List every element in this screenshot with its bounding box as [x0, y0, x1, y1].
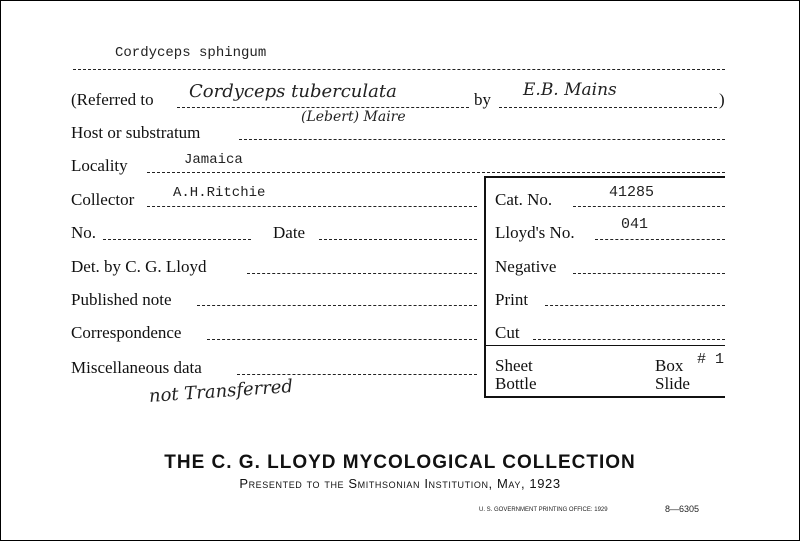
host-line: [239, 139, 725, 140]
cat-no-line: [573, 206, 725, 207]
misc-line: [237, 374, 477, 375]
catalog-box-divider: [485, 345, 725, 346]
cat-no-value: 41285: [609, 184, 655, 201]
misc-note: not Transferred: [148, 375, 294, 407]
presented-line: Presented to the Smithsonian Institution, May, 1923: [239, 476, 561, 491]
collector-value: A.H.Ritchie: [173, 185, 266, 201]
sheet-label: Sheet: [495, 356, 533, 375]
printing-office: U. S. GOVERNMENT PRINTING OFFICE: 1929: [479, 507, 608, 513]
collector-label: Collector: [71, 190, 135, 209]
by-line: [499, 107, 717, 108]
no-label: No.: [71, 223, 97, 242]
catalog-box-bottom: [484, 396, 725, 398]
referred-label: (Referred to: [71, 90, 154, 109]
by-label: by: [474, 90, 491, 109]
by-value: E.B. Mains: [523, 80, 617, 100]
print-line: [545, 305, 725, 306]
negative-line: [573, 273, 725, 274]
species-name: Cordyceps sphingum: [115, 45, 267, 61]
lloyd-no-value: 041: [621, 216, 649, 233]
lloyd-no-label: Lloyd's No.: [495, 223, 575, 242]
referred-value: Cordyceps tuberculata: [189, 81, 397, 102]
cut-line: [533, 339, 725, 340]
collector-line: [147, 206, 477, 207]
locality-value: Jamaica: [184, 152, 243, 168]
misc-label: Miscellaneous data: [71, 358, 202, 377]
locality-line: [147, 172, 725, 173]
correspondence-line: [207, 339, 477, 340]
correspondence-label: Correspondence: [71, 323, 182, 342]
catalog-box-top: [484, 176, 725, 178]
catalog-box-left: [484, 176, 486, 397]
slide-label: Slide: [655, 374, 690, 393]
lloyd-no-line: [595, 239, 725, 240]
published-line: [197, 305, 477, 306]
negative-label: Negative: [495, 257, 557, 276]
cat-no-label: Cat. No.: [495, 190, 553, 209]
referred-close-paren: ): [719, 90, 725, 109]
det-label: Det. by C. G. Lloyd: [71, 257, 207, 276]
no-line: [103, 239, 251, 240]
date-line: [319, 239, 477, 240]
box-value: # 1: [697, 351, 725, 368]
cut-label: Cut: [495, 323, 520, 342]
locality-label: Locality: [71, 156, 128, 175]
collection-title: THE C. G. LLOYD MYCOLOGICAL COLLECTION: [164, 452, 636, 473]
det-line: [247, 273, 477, 274]
species-line: [73, 69, 725, 70]
referred-note: (Lebert) Maire: [301, 109, 406, 125]
print-label: Print: [495, 290, 529, 309]
bottle-label: Bottle: [495, 374, 537, 393]
host-label: Host or substratum: [71, 123, 201, 142]
date-label: Date: [273, 223, 306, 242]
published-label: Published note: [71, 290, 172, 309]
box-label: Box: [655, 356, 684, 375]
referred-line: [177, 107, 469, 108]
form-number: 8—6305: [665, 504, 700, 514]
